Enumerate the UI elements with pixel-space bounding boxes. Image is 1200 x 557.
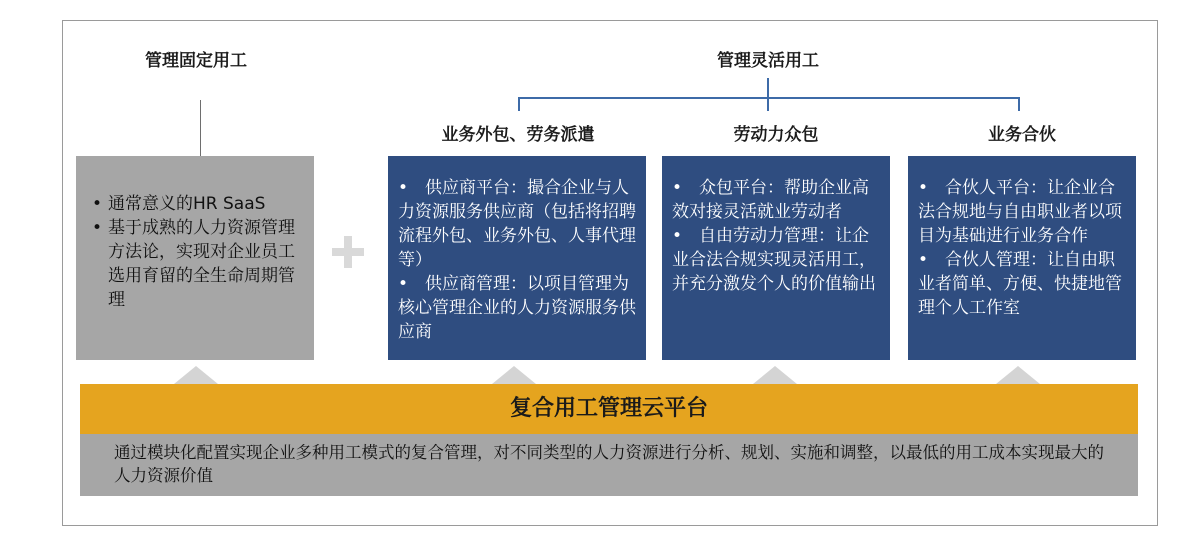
up-arrow-icon <box>996 366 1040 384</box>
outsourcing-box-text: • 供应商平台：撮合企业与人力资源服务供应商（包括将招聘流程外包、业务外包、人事代理等） • 供应商管理：以项目管理为核心管理企业的人力资源服务供应商 <box>398 178 636 342</box>
flexible-connector-left <box>518 97 520 111</box>
fixed-connector-line <box>200 100 201 156</box>
platform-description-bar <box>80 434 1138 496</box>
flexible-connector-bar <box>518 97 1020 99</box>
partnership-box-text: • 合伙人平台：让企业合法合规地与自由职业者以项目为基础进行业务合作 • 合伙人管理：让自由职业者简单、方便、快捷地管理个人工作室 <box>918 178 1122 318</box>
up-arrow-icon <box>492 366 536 384</box>
platform-title-bar <box>80 384 1138 434</box>
crowdsourcing-box-text: • 众包平台：帮助企业高效对接灵活就业劳动者 • 自由劳动力管理：让企业合法合规实现灵活用工，并充分激发个人的价值输出 <box>672 178 876 294</box>
platform-description: 通过模块化配置实现企业多种用工模式的复合管理，对不同类型的人力资源进行分析、规划、实施和调整，以最低的用工成本实现最大的人力资源价值 <box>114 443 1104 485</box>
platform-title: 复合用工管理云平台 <box>509 396 708 421</box>
fixed-item-methodology: • 基于成熟的人力资源管理方法论，实现对企业员工选用育留的全生命周期管理 <box>86 216 304 312</box>
outsourcing-box <box>388 156 646 360</box>
up-arrow-icon <box>753 366 797 384</box>
crowdsourcing-box <box>662 156 890 360</box>
fixed-employment-box <box>76 156 314 360</box>
fixed-employment-heading: 管理固定用工 <box>145 51 247 71</box>
flexible-employment-heading: 管理灵活用工 <box>717 51 819 71</box>
flexible-connector-right <box>1018 97 1020 111</box>
up-arrow-icon <box>174 366 218 384</box>
flexible-connector-stem <box>767 78 769 98</box>
flexible-connector-middle <box>767 97 769 111</box>
plus-icon <box>332 236 364 268</box>
partnership-box <box>908 156 1136 360</box>
category-heading-crowdsourcing: 劳动力众包 <box>733 125 819 145</box>
fixed-item-hr-saas: • 通常意义的HR SaaS <box>86 192 304 216</box>
category-heading-partnership: 业务合伙 <box>988 125 1056 145</box>
category-heading-outsourcing: 业务外包、劳务派遣 <box>441 125 595 145</box>
fixed-employment-list <box>86 192 304 312</box>
